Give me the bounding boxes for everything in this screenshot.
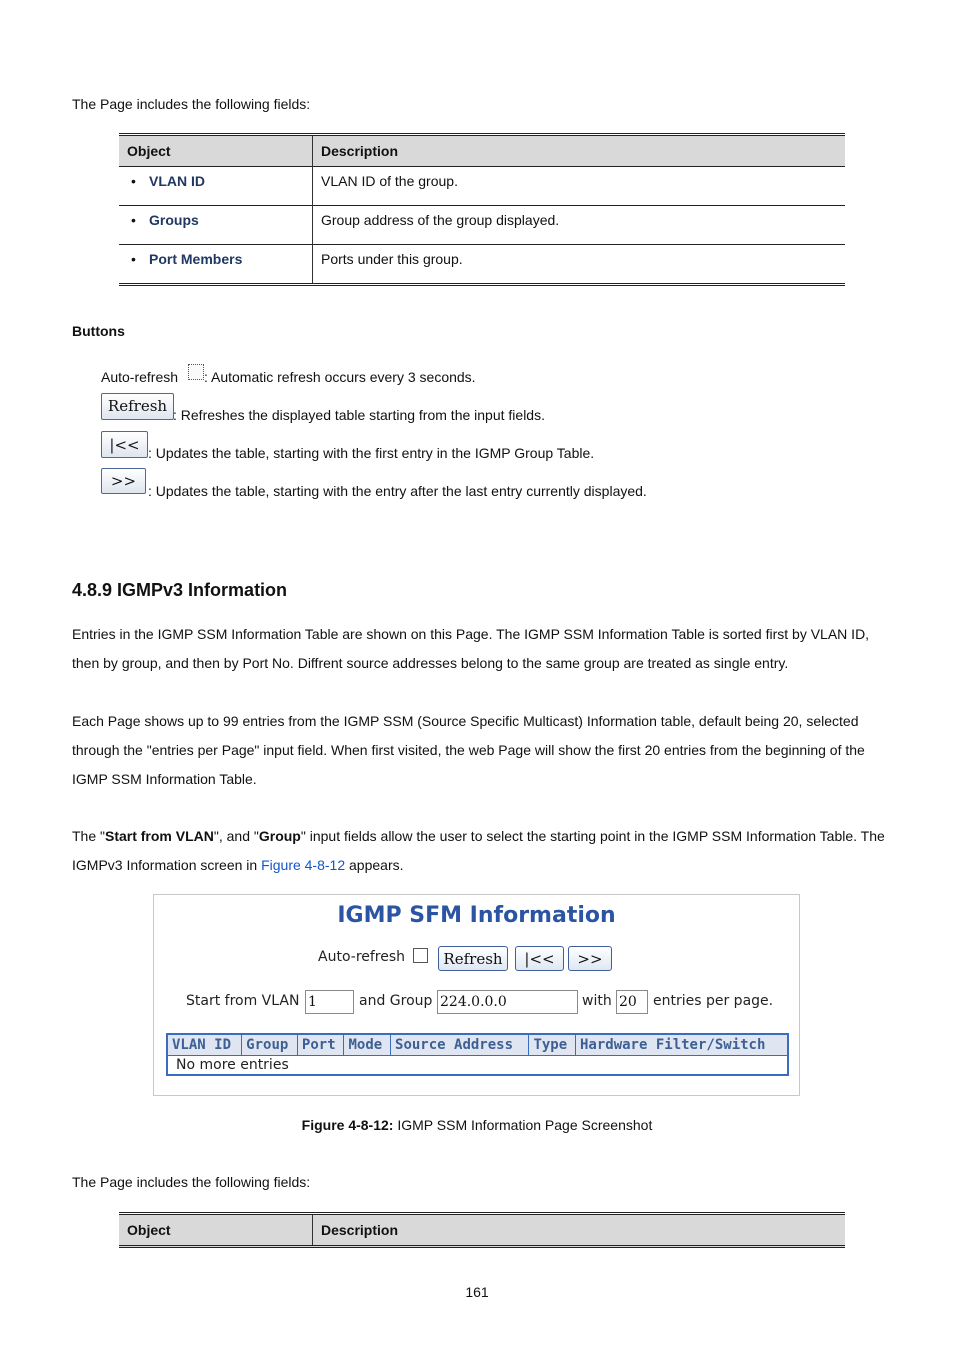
next-page-button[interactable]: >> [568, 946, 612, 971]
object-description: Ports under this group. [321, 251, 463, 267]
screenshot-title: IGMP SFM Information [337, 903, 616, 928]
with-label: with [582, 993, 612, 1009]
table-row [167, 1056, 788, 1076]
header-object: Object [119, 1214, 313, 1247]
bullet-icon: • [131, 173, 136, 189]
next-page-description: : Updates the table, starting with the entry after the last entry currently displayed. [148, 483, 647, 499]
paragraph-2: Each Page shows up to 99 entries from the IGMP SSM (Source Specific Multicast) Information table, default being 20, selected through the "entries per Page" input field. When first visited, the web Page will show the first 20 entries from the beginning of the IGMP SSM Information Table. [72, 713, 865, 787]
autorefresh-checkbox[interactable] [413, 948, 428, 963]
ssm-info-table [166, 1033, 789, 1076]
refresh-description: : Refreshes the displayed table starting from the input fields. [173, 407, 545, 423]
entries-per-page-label: entries per page. [653, 993, 774, 1009]
refresh-button-image: Refresh [101, 393, 174, 420]
page-number: 161 [465, 1284, 489, 1300]
col-vlan-id: VLAN ID [167, 1034, 242, 1056]
object-description: Group address of the group displayed. [321, 212, 560, 228]
first-page-button-image: |<< [101, 431, 148, 458]
figure-caption [0, 1117, 954, 1133]
fields-table [119, 133, 845, 286]
fields-table-2 [119, 1212, 845, 1248]
table-row [119, 245, 845, 285]
col-source-address: Source Address [391, 1034, 529, 1056]
autorefresh-checkbox-image [188, 364, 204, 380]
first-page-description: : Updates the table, starting with the first entry in the IGMP Group Table. [148, 445, 595, 461]
col-hardware-filter: Hardware Filter/Switch [575, 1034, 788, 1056]
start-vlan-label: Start from VLAN [186, 993, 300, 1009]
col-group: Group [242, 1034, 298, 1056]
header-description: Description [313, 135, 846, 167]
igmp-sfm-screenshot [153, 894, 800, 1096]
bullet-icon: • [131, 212, 136, 228]
table-row [119, 206, 845, 245]
caption-text: IGMP SSM Information Page Screenshot [393, 1117, 653, 1133]
table-row [119, 167, 845, 206]
buttons-heading: Buttons [72, 323, 125, 339]
next-page-button-image: >> [101, 468, 146, 494]
autorefresh-label: Auto-refresh [318, 949, 406, 965]
object-name: Port Members [149, 251, 243, 267]
entries-input[interactable]: 20 [616, 990, 648, 1014]
col-mode: Mode [344, 1034, 391, 1056]
intro-text: The Page includes the following fields: [72, 96, 311, 112]
paragraph-1: Entries in the IGMP SSM Information Table are shown on this Page. The IGMP SSM Information Table is sorted first by VLAN ID, then by group, and then by Port No. Diffrent source addresses belong to the same group are treated as single entry. [72, 626, 870, 671]
object-description: VLAN ID of the group. [321, 173, 458, 189]
refresh-button[interactable]: Refresh [438, 946, 508, 971]
intro-text-bottom: The Page includes the following fields: [72, 1174, 311, 1190]
empty-message: No more entries [167, 1056, 788, 1076]
autorefresh-description: : Automatic refresh occurs every 3 seconds. [204, 369, 476, 385]
first-page-button[interactable]: |<< [515, 946, 564, 971]
header-object: Object [119, 135, 313, 167]
paragraph-3: The "Start from VLAN", and "Group" input fields allow the user to select the starting point in the IGMP SSM Information Table. The IGMPv3 Information screen in Figure 4-8-12 appears. [72, 828, 885, 873]
bold-start-vlan: Start from VLAN [104, 828, 214, 844]
col-port: Port [297, 1034, 344, 1056]
figure-link[interactable]: Figure 4-8-12 [261, 857, 346, 873]
col-type: Type [529, 1034, 576, 1056]
object-name: VLAN ID [149, 173, 205, 189]
caption-label: Figure 4-8-12: [301, 1117, 394, 1133]
autorefresh-label: Auto-refresh [101, 369, 179, 385]
group-label: and Group [359, 993, 433, 1009]
header-description: Description [313, 1214, 846, 1247]
start-vlan-input[interactable]: 1 [305, 990, 354, 1014]
group-input[interactable]: 224.0.0.0 [437, 990, 578, 1014]
bullet-icon: • [131, 251, 136, 267]
bold-group: Group [258, 828, 301, 844]
section-title: 4.8.9 IGMPv3 Information [72, 580, 288, 600]
object-name: Groups [149, 212, 199, 228]
